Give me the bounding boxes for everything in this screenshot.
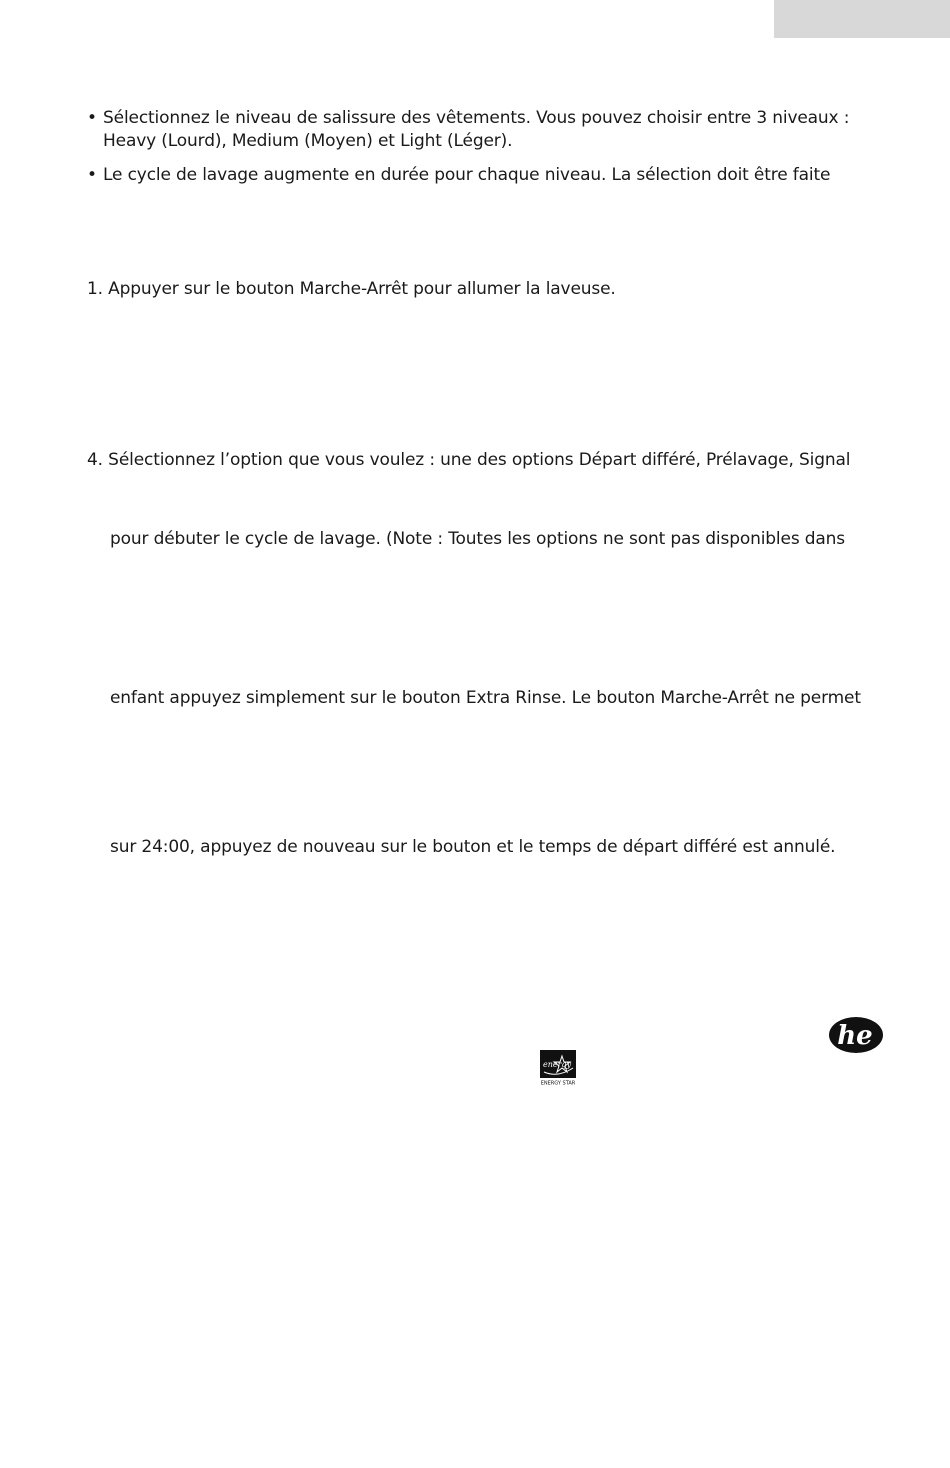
- bullet-symbol: •: [87, 165, 97, 185]
- continuation-delay-cancel: sur 24:00, appuyez de nouveau sur le bouton et le temps de départ différé est annulé.: [110, 837, 836, 857]
- he-logo: [828, 1016, 884, 1054]
- bullet-cycle-duration-line: Le cycle de lavage augmente en durée pour chaque niveau. La sélection doit être faite: [103, 165, 831, 185]
- continuation-extra-rinse: enfant appuyez simplement sur le bouton Extra Rinse. Le bouton Marche-Arrêt ne permet: [110, 688, 861, 708]
- step-1-text: 1. Appuyer sur le bouton Marche-Arrêt pour allumer la laveuse.: [87, 279, 616, 299]
- bullet-soil-level-line-2: Heavy (Lourd), Medium (Moyen) et Light (Léger).: [103, 131, 513, 151]
- bullet-symbol: •: [87, 108, 97, 128]
- page-corner-tab: [774, 0, 950, 38]
- continuation-start-cycle: pour débuter le cycle de lavage. (Note : Toutes les options ne sont pas disponibles dans: [110, 529, 846, 549]
- energy-star-logo: [540, 1050, 576, 1086]
- step-4-text: 4. Sélectionnez l’option que vous voulez : une des options Départ différé, Prélavage, Signal: [87, 450, 851, 470]
- bullet-soil-level-line-1: Sélectionnez le niveau de salissure des vêtements. Vous pouvez choisir entre 3 niveaux :: [103, 108, 850, 128]
- svg-text:energy: energy: [543, 1060, 572, 1069]
- svg-text:he: he: [837, 1021, 873, 1051]
- svg-text:ENERGY STAR: ENERGY STAR: [540, 1080, 576, 1086]
